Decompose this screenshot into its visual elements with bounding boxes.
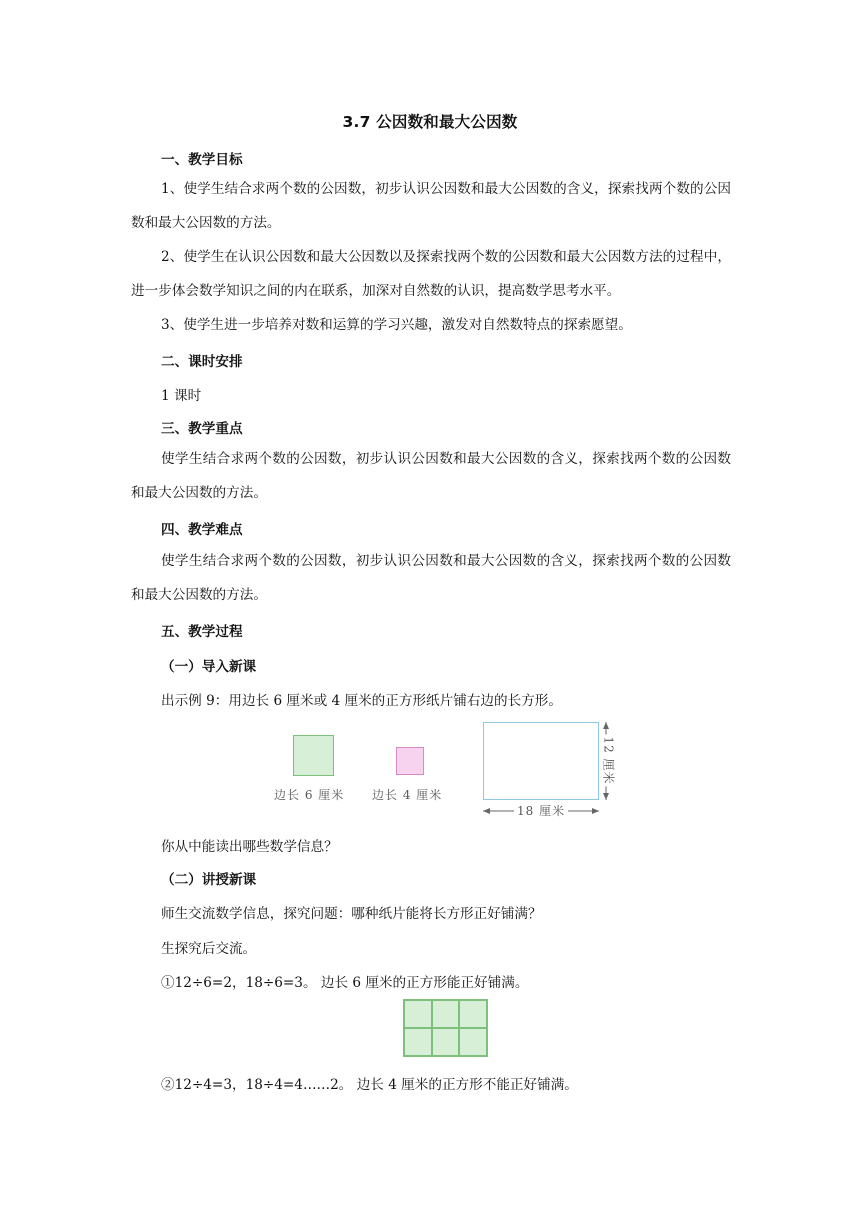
section-heading-difficulties: 四、教学难点 [161, 522, 243, 538]
tiling-cell [404, 1028, 432, 1056]
section-heading-goals: 一、教学目标 [161, 152, 243, 168]
section-heading-key-points: 三、教学重点 [161, 421, 243, 437]
goal-3: 3、使学生进一步培养对数和运算的学习兴趣，激发对自然数特点的探索愿望。 [161, 317, 632, 333]
subsection-heading-new-lesson: （二）讲授新课 [161, 872, 257, 888]
tiling-cell [404, 1000, 432, 1028]
subsection-heading-intro: （一）导入新课 [161, 659, 257, 675]
tiling-cell [432, 1028, 460, 1056]
tiling-cell [459, 1000, 487, 1028]
calc-1: ①12÷6=2，18÷6=3。 边长 6 厘米的正方形能正好铺满。 [161, 975, 529, 991]
tiling-grid [403, 999, 488, 1057]
goal-2: 2、使学生在认识公因数和最大公因数以及探索找两个数的公因数和最大公因数方法的过程中，进一步体会数学知识之间的内在联系，加深对自然数的认识，提高数学思考水平。 [131, 249, 731, 299]
schedule-text: 1 课时 [161, 388, 202, 404]
explore-text: 生探究后交流。 [161, 941, 257, 957]
page-title: 3.7 公因数和最大公因数 [342, 113, 518, 131]
tiling-cell [432, 1000, 460, 1028]
height-label: 12 厘米 [601, 736, 616, 785]
key-points-text: 使学生结合求两个数的公因数，初步认识公因数和最大公因数的含义，探索找两个数的公因数和最大公因数的方法。 [131, 451, 731, 501]
question-text: 你从中能读出哪些数学信息？ [161, 839, 338, 855]
section-heading-process: 五、教学过程 [161, 624, 243, 640]
square-6cm-caption: 边长 6 厘米 [274, 788, 345, 802]
tiling-cell [459, 1028, 487, 1056]
square-4cm-caption: 边长 4 厘米 [372, 788, 443, 802]
exchange-text: 师生交流数学信息，探究问题：哪种纸片能将长方形正好铺满？ [161, 906, 542, 922]
difficulties-text: 使学生结合求两个数的公因数，初步认识公因数和最大公因数的含义，探索找两个数的公因数和最大公因数的方法。 [131, 553, 731, 603]
example-text: 出示例 9：用边长 6 厘米或 4 厘米的正方形纸片铺右边的长方形。 [161, 693, 562, 709]
section-heading-schedule: 二、课时安排 [161, 354, 243, 370]
calc-2: ②12÷4=3，18÷4=4……2。 边长 4 厘米的正方形不能正好铺满。 [161, 1077, 578, 1093]
goal-1: 1、使学生结合求两个数的公因数，初步认识公因数和最大公因数的含义，探索找两个数的公因数和最大公因数的方法。 [131, 181, 731, 231]
width-label: 18 厘米 [514, 802, 568, 819]
